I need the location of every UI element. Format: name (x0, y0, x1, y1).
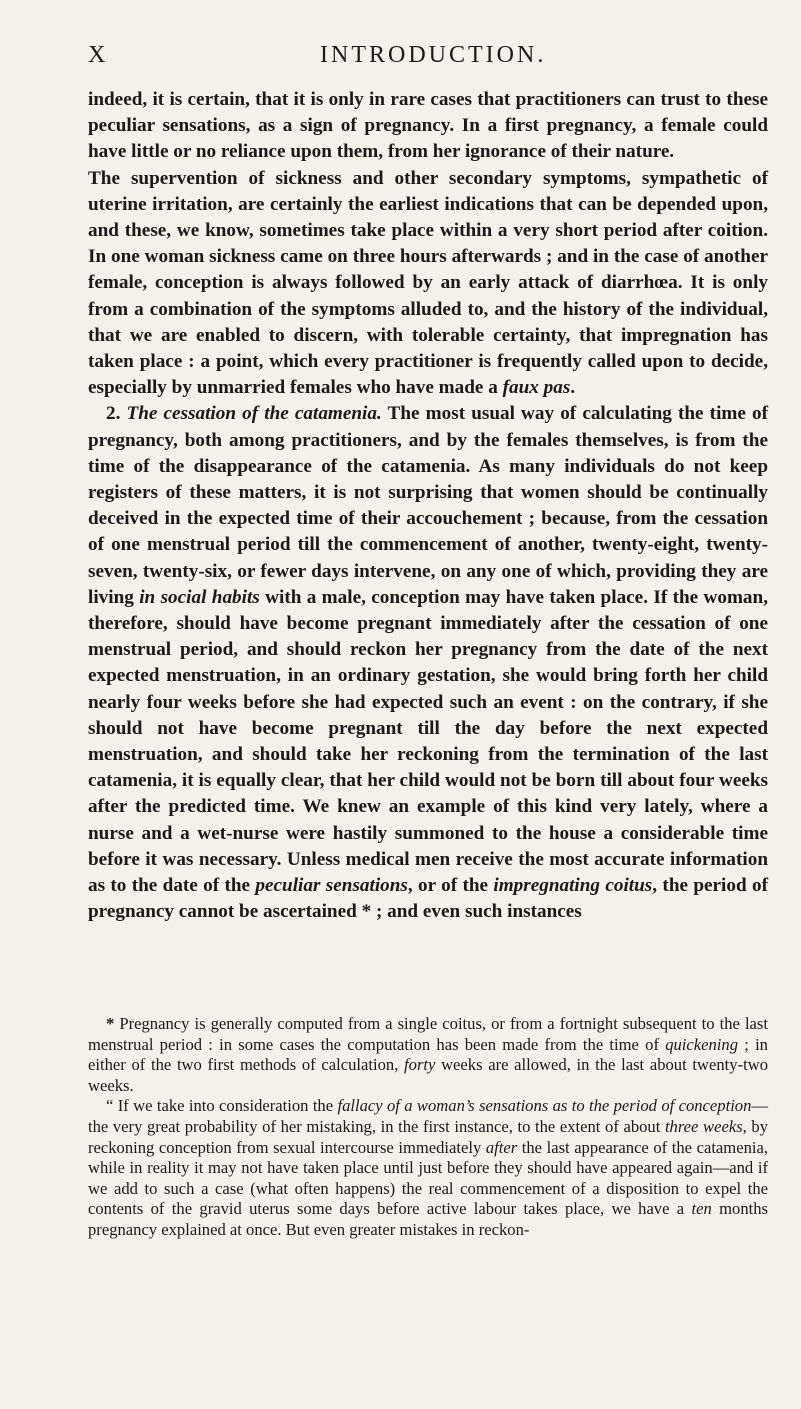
italic-phrase: fallacy of a woman’s sensations as to the period of conception (337, 1096, 752, 1116)
italic-phrase: three weeks (664, 1116, 743, 1136)
footnote-quotation (88, 1096, 768, 1240)
paragraph-text: , or of the (407, 875, 494, 897)
section-number: 2. (106, 403, 127, 425)
footnote-text: Pregnancy is generally computed from a single coitus, or from a fortnight subsequent to the last menstrual period : in some cases the computation has been made from the time of (88, 1014, 768, 1054)
running-header (88, 42, 761, 76)
paragraph-text: The supervention of sickness and other secondary symptoms, sympathetic of uterine irritation, are certainly the earliest indications that can be depended upon, and these, we know, sometimes take place within a very short period after coition. In one woman sickness came on three hours afterwards ; and in the case of another female, conception is always followed by an early attack of diarrhœa. It is only from a combination of the symptoms alluded to, and the history of the individual, that we are enabled to discern, with tolerable certainty, that impregnation has taken place : a point, which every practitioner is frequently called upon to decide, especially by unmarried females who have made a (88, 167, 768, 399)
running-title: INTRODUCTION. (320, 42, 547, 68)
footnote-text: , by reckoning conception from sexual intercourse immediately (88, 1116, 769, 1157)
italic-phrase: forty (404, 1055, 436, 1075)
footnote-mark: * (106, 1014, 120, 1033)
footnote-1 (88, 1014, 768, 1096)
footnote-text: “ If we take into consideration the (106, 1096, 338, 1116)
italic-phrase: faux pas (502, 377, 571, 399)
footnote-text: months pregnancy explained at once. But even greater mistakes in reckon- (88, 1199, 769, 1239)
paragraph-text: , the period of pregnancy cannot be ascertained * ; and even such instances (88, 875, 768, 923)
paragraph-continuation (88, 87, 768, 166)
paragraph-text: The most usual way of calculating the time of pregnancy, both among practitioners, and by the females themselves, is from the time of the disappearance of the catamenia. As many individuals do not keep registers of these matters, it is not surprising that women should be continually deceived in the expected time of their accouchement ; because, from the cessation of one menstrual period till the commencement of another, twenty-eight, twenty-seven, twenty-six, or fewer days intervene, on any one of which, providing they are living (88, 403, 769, 608)
footnote-text: the last appearance of the catamenia, while in reality it may not have taken place until just before they should have appeared again—and if we add to such a case (what often happens) the real commencement of a disposition to expel the contents of the gravid uterus some days before active labour takes place, we have a (88, 1137, 768, 1219)
italic-phrase: ten (691, 1199, 712, 1219)
paragraph-secondary-symptoms (88, 166, 768, 402)
footnote-text: weeks are allowed, in the last about twenty-two weeks. (88, 1055, 768, 1095)
italic-phrase: peculiar sensations (255, 875, 408, 897)
section-heading: The cessation of the catamenia. (126, 403, 382, 425)
paragraph-text: . (570, 377, 576, 399)
footnotes (88, 1014, 768, 1241)
italic-phrase: quickening (665, 1034, 739, 1054)
footnote-text: —the very great probability of her mistaking, in the first instance, to the extent of about (88, 1096, 768, 1136)
italic-phrase: after (485, 1137, 518, 1157)
paragraph-cessation-catamenia (88, 401, 768, 925)
italic-phrase: impregnating coitus (493, 875, 653, 897)
paragraph-text: with a male, conception may have taken place. If the woman, therefore, should have become pregnant immediately after the cessation of one menstrual period, and should reckon her pregnancy from the date of the next expected menstruation, in an ordinary gestation, she would bring forth her child nearly four weeks before she had expected such an event : on the contrary, if she should not have become pregnant till the day before the next expected menstruation, and should take her reckoning from the termination of the last catamenia, it is equally clear, that her child would not be born till about four weeks after the predicted time. We knew an example of this kind very lately, where a nurse and a wet-nurse were hastily summoned to the house a considerable time before it was necessary. Unless medical men receive the most accurate information as to the date of the (88, 586, 768, 897)
italic-phrase: in social habits (139, 586, 260, 608)
footnote-text: ; in either of the two first methods of calculation, (88, 1034, 768, 1075)
page-number: X (88, 42, 109, 68)
main-text (88, 87, 768, 926)
paragraph-text: indeed, it is certain, that it is only in rare cases that practitioners can trust to these peculiar sensations, as a sign of pregnancy. In a first pregnancy, a female could have little or no reliance upon them, from her ignorance of their nature. (88, 89, 768, 163)
